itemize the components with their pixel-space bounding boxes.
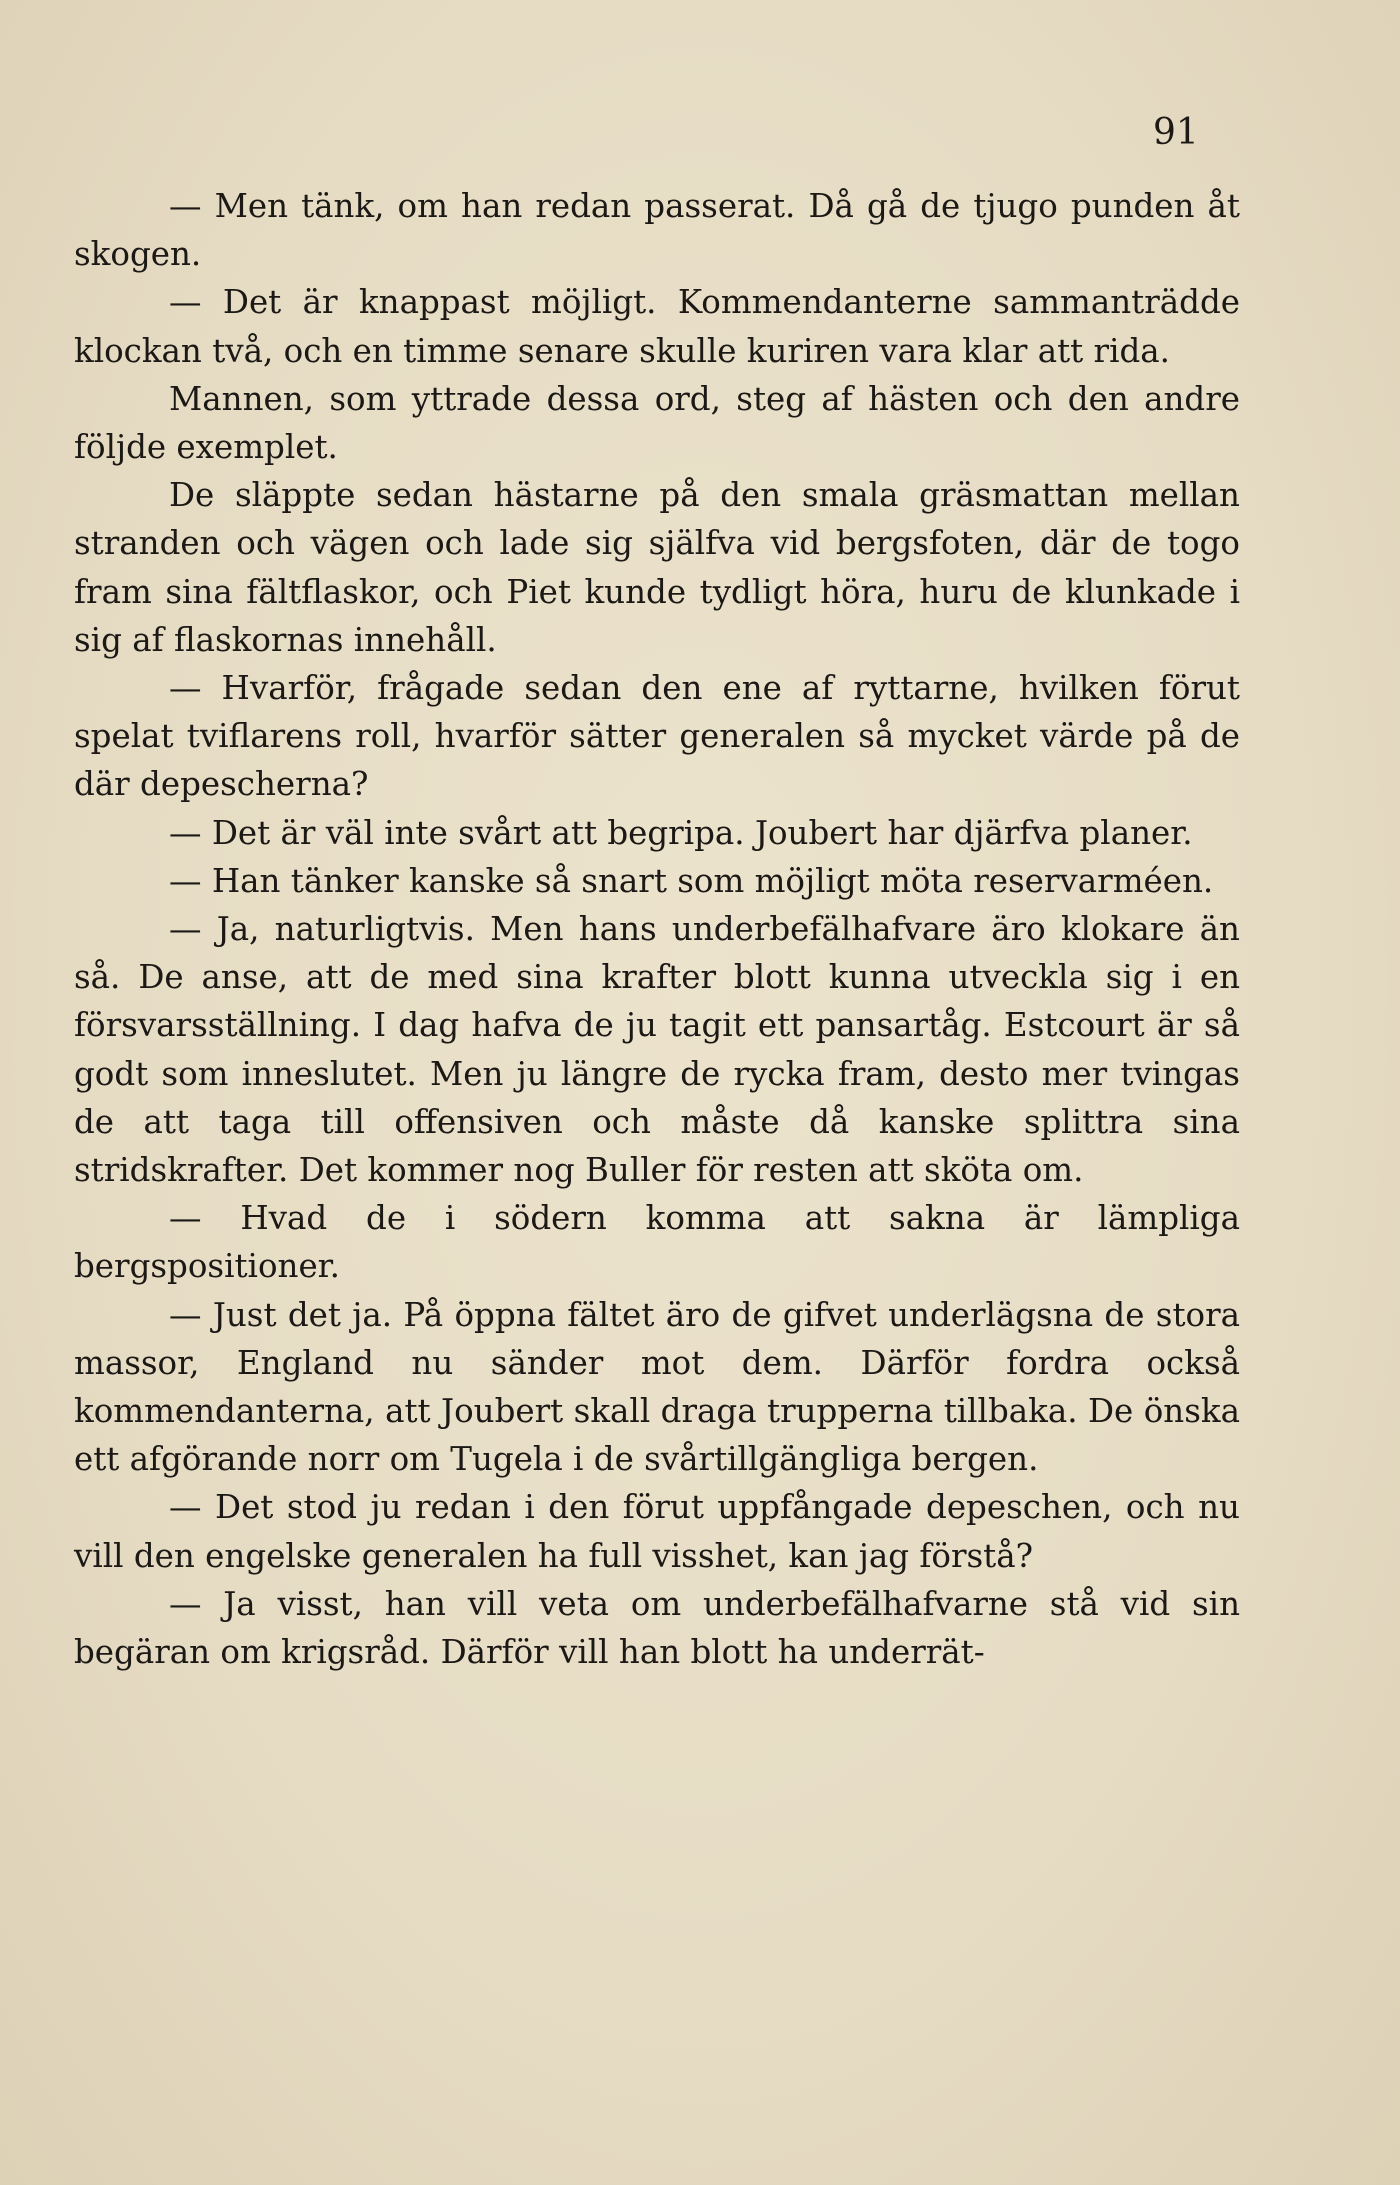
paragraph: Mannen, som yttrade dessa ord, steg af hästen och den andre följde exemplet. (74, 379, 1240, 467)
paragraph: — Det är väl inte svårt att begripa. Joubert har djärfva planer. (169, 813, 1193, 852)
paragraph: — Han tänker kanske så snart som möjligt möta reservarméen. (169, 861, 1214, 900)
paragraph: — Hvarför, frågade sedan den ene af ryttarne, hvilken förut spelat tviflarens roll, hvarför sätter generalen så mycket värde på de där depescherna? (74, 669, 1240, 804)
paragraph: De släppte sedan hästarne på den smala gräsmattan mellan stranden och vägen och lade sig själfva vid bergsfoten, där de togo fram sina fältflaskor, och Piet kunde tydligt höra, huru de klunkade i sig af flaskornas innehåll. (74, 476, 1240, 659)
paragraph: — Hvad de i södern komma att sakna är lämpliga bergspositioner. (74, 1199, 1240, 1286)
page-number: 91 (1153, 112, 1199, 153)
page-body-text (74, 182, 1240, 1676)
paragraph: — Det stod ju redan i den förut uppfångade depeschen, och nu vill den engelske generalen ha full visshet, kan jag förstå? (74, 1488, 1240, 1575)
paragraph: — Just det ja. På öppna fältet äro de gifvet underlägsna de stora massor, England nu sänder mot dem. Därför fordra också kommendanterna, att Joubert skall draga trupperna tillbaka. De önska ett afgörande norr om Tugela i de svårtillgängliga bergen. (74, 1295, 1240, 1479)
paragraph: — Ja visst, han vill veta om underbefälhafvarne stå vid sin begäran om krigsråd. Därför vill han blott ha underrät- (74, 1584, 1240, 1672)
paragraph: — Ja, naturligtvis. Men hans underbefälhafvare äro klokare än så. De anse, att de med sina krafter blott kunna utveckla sig i en försvarsställning. I dag hafva de ju tagit ett pansartåg. Estcourt är så godt som inneslutet. Men ju längre de rycka fram, desto mer tvingas de att taga till offensiven och måste då kanske splittra sina stridskrafter. Det kommer nog Buller för resten att sköta om. (74, 910, 1240, 1190)
paragraph: — Men tänk, om han redan passerat. Då gå de tjugo punden åt skogen. (74, 187, 1240, 274)
paragraph: — Det är knappast möjligt. Kommendanterne sammanträdde klockan två, och en timme senare skulle kuriren vara klar att rida. (74, 283, 1240, 370)
